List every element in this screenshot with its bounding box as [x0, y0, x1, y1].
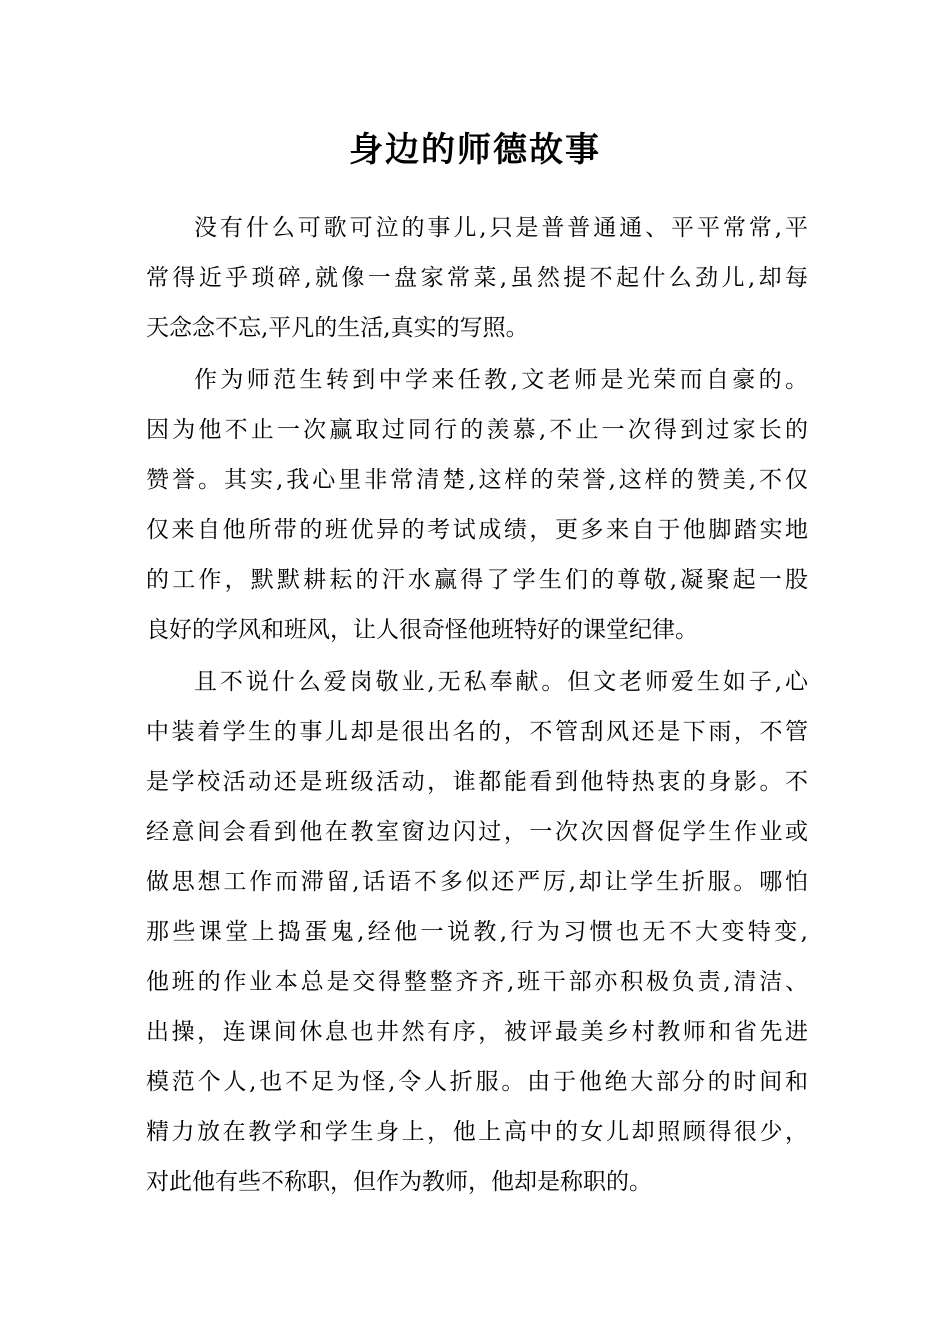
text-line: 作为师范生转到中学来任教,文老师是光荣而自豪的。	[194, 367, 808, 393]
text-line: 那些课堂上捣蛋鬼,经他一说教,行为习惯也无不大变特变,	[146, 919, 808, 945]
text-line: 对此他有些不称职，但作为教师，他却是称职的。	[146, 1169, 652, 1195]
document-title: 身边的师德故事	[349, 130, 601, 170]
text-line: 出操，连课间休息也井然有序，被评最美乡村教师和省先进	[146, 1019, 808, 1045]
text-line: 赞誉。其实,我心里非常清楚,这样的荣誉,这样的赞美,不仅	[146, 467, 808, 493]
document-body	[146, 203, 808, 1209]
text-line: 精力放在教学和学生身上，他上高中的女儿却照顾得很少，	[146, 1119, 808, 1145]
text-line: 天念念不忘,平凡的生活,真实的写照。	[146, 315, 529, 341]
text-line: 常得近乎琐碎,就像一盘家常菜,虽然提不起什么劲儿,却每	[146, 265, 808, 291]
text-line: 中装着学生的事儿却是很出名的，不管刮风还是下雨，不管	[146, 719, 808, 745]
text-line: 他班的作业本总是交得整整齐齐,班干部亦积极负责,清洁、	[146, 969, 808, 995]
text-line: 良好的学风和班风，让人很奇怪他班特好的课堂纪律。	[146, 617, 698, 643]
paragraph-3	[146, 657, 808, 1207]
text-line: 没有什么可歌可泣的事儿,只是普普通通、平平常常,平	[194, 215, 808, 241]
text-line: 是学校活动还是班级活动，谁都能看到他特热衷的身影。不	[146, 769, 808, 795]
text-line: 经意间会看到他在教室窗边闪过，一次次因督促学生作业或	[146, 819, 808, 845]
text-line: 且不说什么爱岗敬业,无私奉献。但文老师爱生如子,心	[194, 669, 808, 695]
paragraph-2	[146, 355, 808, 655]
text-line: 模范个人,也不足为怪,令人折服。由于他绝大部分的时间和	[146, 1069, 808, 1095]
text-line: 因为他不止一次赢取过同行的羡慕,不止一次得到过家长的	[146, 417, 808, 443]
text-line: 的工作，默默耕耘的汗水赢得了学生们的尊敬,凝聚起一股	[146, 567, 808, 593]
paragraph-1	[146, 203, 808, 353]
text-line: 做思想工作而滞留,话语不多似还严厉,却让学生折服。哪怕	[146, 869, 808, 895]
text-line: 仅来自他所带的班优异的考试成绩，更多来自于他脚踏实地	[146, 517, 808, 543]
